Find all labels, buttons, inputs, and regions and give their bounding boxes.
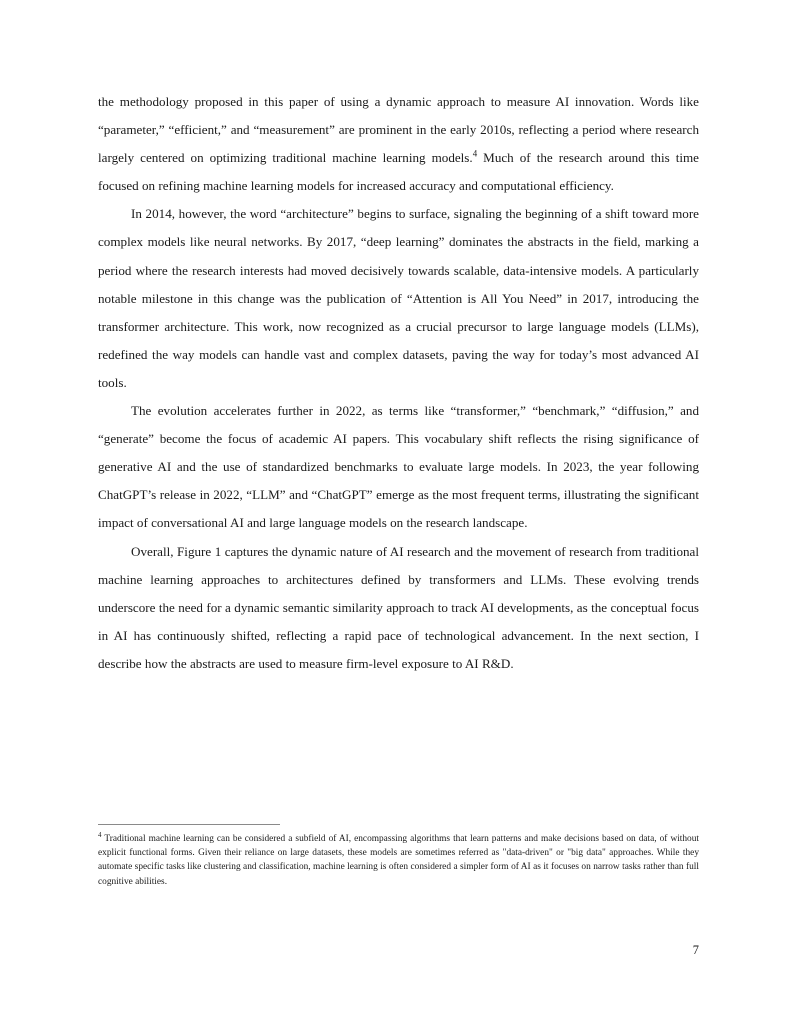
footnote-number-marker: 4 [98,830,102,839]
paragraph-continuation-text-after-ref: Much of the research around this time focused on refining machine learning models for increased accuracy and computational efficiency. [98,150,699,194]
paragraph-generative-ai: The evolution accelerates further in 2022, as terms like “transformer,” “benchmark,” “diffusion,” and “generate” become the focus of academic AI papers. This vocabulary shift reflects the rising significance of generative AI and the use of standardized benchmarks to evaluate large models. In 2023, the year following ChatGPT’s release in 2022, “LLM” and “ChatGPT” emerge as the most frequent terms, illustrating the significant impact of conversational AI and large language models on the research landscape. [98,403,699,531]
paragraph-continuation-text-before-ref: the methodology proposed in this paper of using a dynamic approach to measure AI innovation. Words like “parameter,” “efficient,” and “measurement” are prominent in the early 2010s, reflecting a period where research largely centered on optimizing traditional machine learning models. [98,94,699,166]
footnote-entry [98,832,699,889]
footnote-separator-rule [98,824,280,825]
paragraph-continuation [98,88,699,200]
footnote-body-text: Traditional machine learning can be considered a subfield of AI, encompassing algorithms that learn patterns and make decisions based on data, of without explicit functional forms. Given their reliance on large datasets, these models are sometimes referred as "data-driven" or "big data" approaches. While they automate specific tasks like clustering and classification, machine learning is often considered a simpler form of AI as it focuses on narrow tasks rather than full cognitive abilities. [98,834,699,887]
body-text-column [98,88,699,678]
footnote-block [98,824,699,889]
paragraph-overall-summary: Overall, Figure 1 captures the dynamic nature of AI research and the movement of research from traditional machine learning approaches to architectures defined by transformers and LLMs. These evolving trends underscore the need for a dynamic semantic similarity approach to track AI developments, as the conceptual focus in AI has continuously shifted, reflecting a rapid pace of technological advancement. In the next section, I describe how the abstracts are used to measure firm-level exposure to AI R&D. [98,543,699,671]
footnote-reference-marker[interactable]: 4 [472,148,478,159]
paragraph-architecture-shift: In 2014, however, the word “architecture” begins to surface, signaling the beginning of a shift toward more complex models like neural networks. By 2017, “deep learning” dominates the abstracts in the field, marking a period where the research interests had moved decisively towards scalable, data-intensive models. A particularly notable milestone in this change was the publication of “Attention is All You Need” in 2017, introducing the transformer architecture. This work, now recognized as a crucial precursor to large language models (LLMs), redefined the way models can handle vast and complex datasets, paving the way for today’s most advanced AI tools. [98,206,699,390]
page-number: 7 [692,943,699,957]
